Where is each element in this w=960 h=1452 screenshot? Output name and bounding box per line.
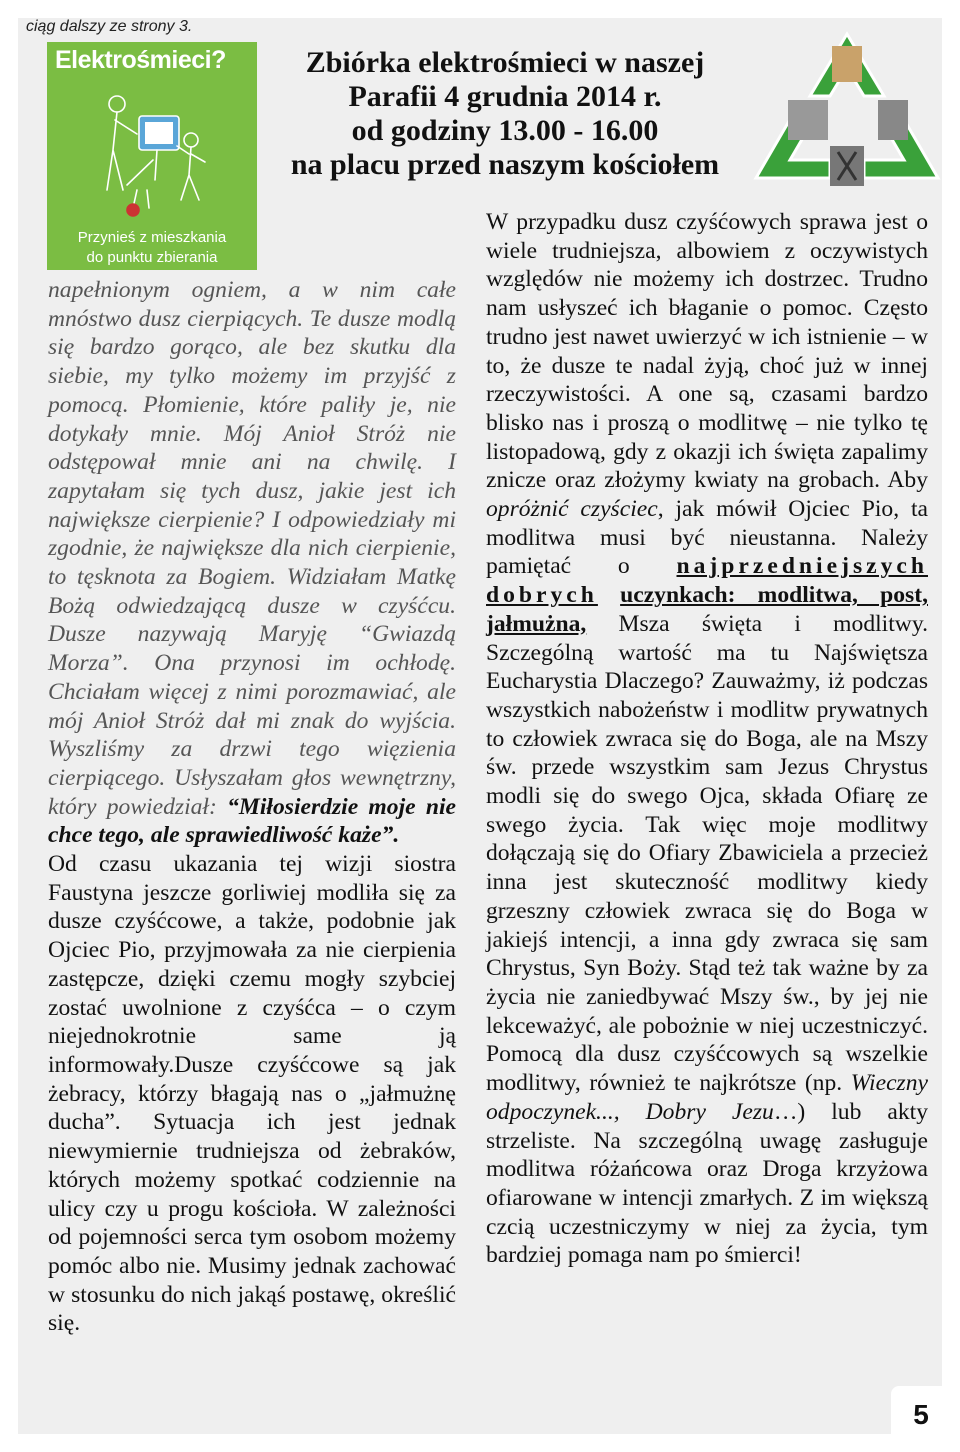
poster-title: Elektrośmieci? xyxy=(55,46,226,74)
poster-subtitle xyxy=(47,228,257,268)
headline xyxy=(270,46,740,182)
left-paragraph-1 xyxy=(48,276,456,850)
headline-line1: Zbiórka elektrośmieci w naszej xyxy=(305,46,705,79)
family-carrying-tv-illustration xyxy=(87,90,217,225)
e-waste-poster xyxy=(47,42,257,270)
poster-subtitle-line2: do punktu zbierania xyxy=(86,249,218,266)
left-text-column xyxy=(48,276,456,1338)
right-text-2: , jak mówił Ojciec Pio, ta modlitwa musi być nieustanna. Należy pamiętać o xyxy=(486,496,928,580)
page-number: 5 xyxy=(891,1386,951,1442)
right-text-4: …) lub akty strzeliste. Na szczególną uwagę zasługuje modlitwa różańcowa oraz Droga krzyżowa ofiarowane w intencji zmarłych. Z im większą czcią uczestniczymy w niej za życia, tym bardziej pomaga nam po śmierci! xyxy=(486,1098,928,1269)
good-deeds-list: uczynkach: modlitwa, post, jałmużna, xyxy=(486,582,928,637)
headline-line4: na placu przed naszym kościołem xyxy=(290,148,720,181)
right-italic-1: opróżnić czyściec xyxy=(486,496,658,523)
quote-end: . xyxy=(393,822,400,849)
poster-subtitle-line1: Przynieś z mieszkania xyxy=(77,229,227,246)
continuation-note: ciąg dalszy ze strony 3. xyxy=(26,18,193,35)
headline-line3: od godziny 13.00 - 16.00 xyxy=(351,114,659,147)
left-italic-text: napełnionym ogniem, a w nim całe mnóstwo dusz cierpiących. Te dusze modlą się bardzo gorąco, ale bez skutku dla siebie, my tylko możemy im przyjść z pomocą. Płomienie, które paliły je, nie dotykały mnie. Mój Anioł Stróż nie odstępował mnie ani na chwilę. I zapytałam się tych dusz, jakie jest ich największe cierpienie? I odpowiedziały mi zgodnie, że największe dla nich cierpienie, to tęsknota za Bogiem. Widziałam Matkę Bożą odwiedzającą dusze w czyśćcu. Dusze nazywają Maryję “Gwiazdą Morza”. Ona przynosi im ochłodę. Chciałam więcej z nimi porozmawiać, ale mój Anioł Stróż dał mi znak do wyjścia. Wyszliśmy za drzwi tego więzienia cierpiącego. Usłyszałam głos wewnętrzny, który powiedział: xyxy=(48,277,456,820)
left-paragraph-2: Od czasu ukazania tej wizji siostra Faustyna jeszcze gorliwiej modliła się za dusze czyśćcowe, a także, podobnie jak Ojciec Pio, przyjmowała za nie cierpienia zastępcze, dzięki czemu mogły szybciej zostać uwolnione z czyśćca – o czym niejednokrotnie same ją informowały.Dusze czyśćcowe są jak żebracy, którzy błagają nas o „jałmużnę ducha”. Sytuacja ich jest jednak niewymiernie trudniejsza od żebraków, których możemy spotkać codziennie na ulicy czy u progu kościoła. W zależności od pojemności serca tym osobom możemy pomóc albo nie. Musimy jednak zachować w stosunku do nich jakąś postawę, określić się. xyxy=(48,851,456,1337)
right-text-1: W przypadku dusz czyśćowych sprawa jest o wiele trudniejsza, albowiem z oczywistych względów nie możemy ich dostrzec. Trudno nam usłyszeć ich błaganie o pomoc. Często trudno jest nawet uwierzyć w ich istnienie – w to, że dusze te nadal żyją, choć już w innej rzeczywistości. A one są, czasami bardzo blisko nas i proszą o modlitwę – nie tylko tę listopadową, gdy z okazji ich święta zapalimy znicze oraz złożymy kwiaty na grobach. Aby xyxy=(486,209,928,494)
recycle-icon xyxy=(752,26,942,206)
mercy-quote: “Miłosierdzie moje nie chce tego, ale sprawiedliwość każe” xyxy=(48,793,457,849)
prayer-names: Wieczny odpoczynek..., Dobry Jezu xyxy=(486,1070,928,1125)
headline-line2: Parafii 4 grudnia 2014 r. xyxy=(348,80,662,113)
right-text-3: Msza święta i modlitwy. Szczególną wartość ma tu Najświętsza Eucharystia Dlaczego? Zauważmy, iż podczas wszystkich nabożeństw i modlitw prywatnych to człowiek zwraca się do Boga, ale na Mszy św. przede wszystkim sam Jezus Chrystus modli się do swego Ojca, składa Ofiarę ze swego życia. Tak więc moje modlitwy dołączają się do Ofiary Zbawiciela a przecież inna jest skuteczność modlitwy kiedy grzeszny człowiek zwraca się do Boga w jakiejś intencji, a inna gdy zwraca się sam Chrystus, Syn Boży. Stąd też tak ważne by za życia nie zaniedbywać Mszy św., by jej nie lekceważyć, ale pobożnie w niej uczestniczyć. Pomocą dla dusz czyśćcowych są wszelkie modlitwy, również te najkrótsze (np. xyxy=(486,610,928,1097)
right-text-column xyxy=(486,208,928,1270)
right-paragraph xyxy=(486,208,928,1270)
good-deeds-heading: najprzedniejszych dobrych xyxy=(486,553,928,609)
